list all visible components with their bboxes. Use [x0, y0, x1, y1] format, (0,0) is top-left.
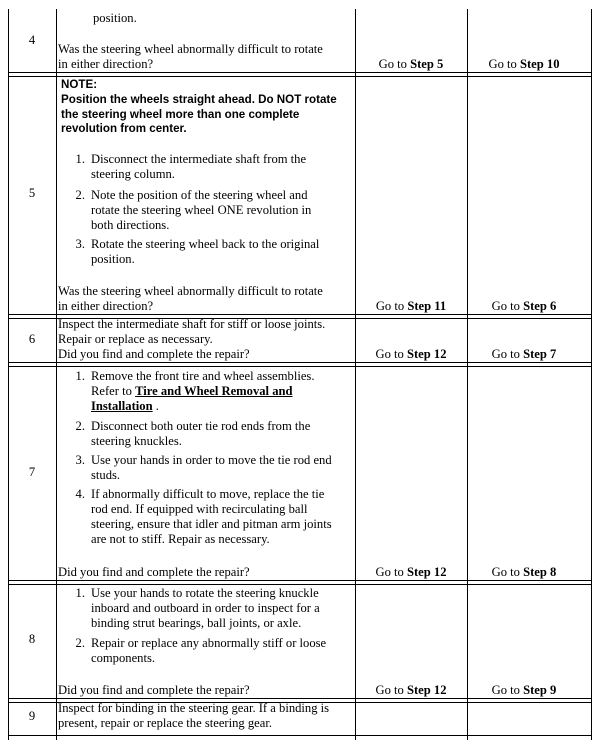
go-to-no[interactable]: Go to Step 7 [491, 347, 557, 361]
step-link[interactable]: Step 12 [406, 347, 447, 361]
step-link[interactable]: Step 8 [523, 565, 557, 579]
step-link[interactable]: Step 10 [519, 57, 560, 71]
question-text: in either direction? [58, 57, 154, 71]
note-text: the steering wheel more than one complete [61, 108, 300, 121]
go-to-yes[interactable]: Go to Step 11 [375, 299, 447, 313]
column-divider [355, 9, 356, 740]
step-link[interactable]: Step 12 [406, 565, 447, 579]
question-text: Was the steering wheel abnormally difficult to rotate [58, 284, 323, 298]
step-text: present, repair or replace the steering gear. [58, 716, 272, 730]
step-text: position. [93, 11, 137, 25]
step-text: Inspect the intermediate shaft for stiff or loose joints. [58, 317, 326, 331]
question-text: Did you find and complete the repair? [58, 683, 250, 697]
go-to-no[interactable]: Go to Step 6 [491, 299, 557, 313]
go-to-no[interactable]: Go to Step 8 [491, 565, 557, 579]
step-text: Repair or replace as necessary. [58, 332, 213, 346]
step-link[interactable]: Step 12 [406, 683, 447, 697]
column-divider [56, 9, 57, 740]
table-border-left [8, 9, 9, 740]
go-to-no[interactable]: Go to Step 10 [488, 57, 560, 71]
note-text: revolution from center. [61, 122, 187, 135]
step-link[interactable]: Step 5 [410, 57, 444, 71]
step-number: 6 [28, 332, 36, 346]
go-to-yes[interactable]: Go to Step 12 [375, 683, 447, 697]
step-link[interactable]: Step 9 [523, 683, 557, 697]
go-to-yes[interactable]: Go to Step 12 [375, 565, 447, 579]
table-border-bottom [8, 735, 592, 736]
question-text: Was the steering wheel abnormally difficult to rotate [58, 42, 323, 56]
go-to-yes[interactable]: Go to Step 12 [375, 347, 447, 361]
step-number: 8 [28, 632, 36, 646]
note-text: Position the wheels straight ahead. Do NOT rotate [61, 93, 337, 106]
question-text: Did you find and complete the repair? [58, 565, 250, 579]
go-to-yes[interactable]: Go to Step 5 [378, 57, 444, 71]
table-border-right [591, 9, 592, 740]
question-text: Did you find and complete the repair? [58, 347, 250, 361]
step-link[interactable]: Step 7 [523, 347, 557, 361]
note-title: NOTE: [61, 78, 98, 91]
tire-wheel-installation-link[interactable]: Installation [91, 399, 153, 413]
step-number: 5 [28, 186, 36, 200]
step-number: 9 [28, 709, 36, 723]
row-divider [8, 362, 592, 367]
go-to-no[interactable]: Go to Step 9 [491, 683, 557, 697]
step-number: 7 [28, 465, 36, 479]
step-link[interactable]: Step 6 [523, 299, 557, 313]
question-text: in either direction? [58, 299, 154, 313]
column-divider [467, 9, 468, 740]
step-text: Inspect for binding in the steering gear. If a binding is [58, 701, 330, 715]
tire-wheel-removal-link[interactable]: Tire and Wheel Removal and [135, 384, 293, 398]
diagnostic-table: 4 position. Was the steering wheel abnormally difficult to rotate in either direction? Go to Step 5 Go to Step 10 5 NOTE: Position the wheels straight ahead. Do NOT rotate the steering wheel more than one complete revolution from center. 1. Disconnect the intermediate shaft from the steering column. 2. Note the position of the steering wheel and rotate the steering wheel ONE revolution in both directions. 3. Rotate the steering wheel back to the original position. Was the steering wheel abnormally difficult to rotate in either direction? Go to Step 11 Go to Step 6 6 Inspect the intermediate shaft for stiff or loose joints. Repair or replace as necessary. Did you find and complete the repair? Go to Step 12 Go to Step 7 7 1. Remove the front tire and wheel assemblies. Refer to Tire and Wheel Removal and Installation . 2. Disconnect both outer tie rod ends from the steering knuckles. 3. Use your hands in order to move the tie rod end studs. 4. If abnormally difficult to move, replace the tie rod end. If equipped with recirculating ball steering, ensure that idler and pitman arm joints are not to stiff. Repair as necessary. Did you find and complete the repair? Go to Step 12 Go to Step 8 8 1. Use your hands to rotate the steering knuckle inboard and outboard in order to inspect for a binding strut bearings, ball joints, or axle. 2. Repair or replace any abnormally stiff or loose components. Did you find and complete the repair? Go to Step 12 Go to Step 9 9 Inspect for binding in the steering gear. If a binding is present, repair or replace the steering gear. [0, 0, 597, 740]
step-link[interactable]: Step 11 [407, 299, 447, 313]
step-number: 4 [28, 33, 36, 47]
row-divider [8, 580, 592, 585]
